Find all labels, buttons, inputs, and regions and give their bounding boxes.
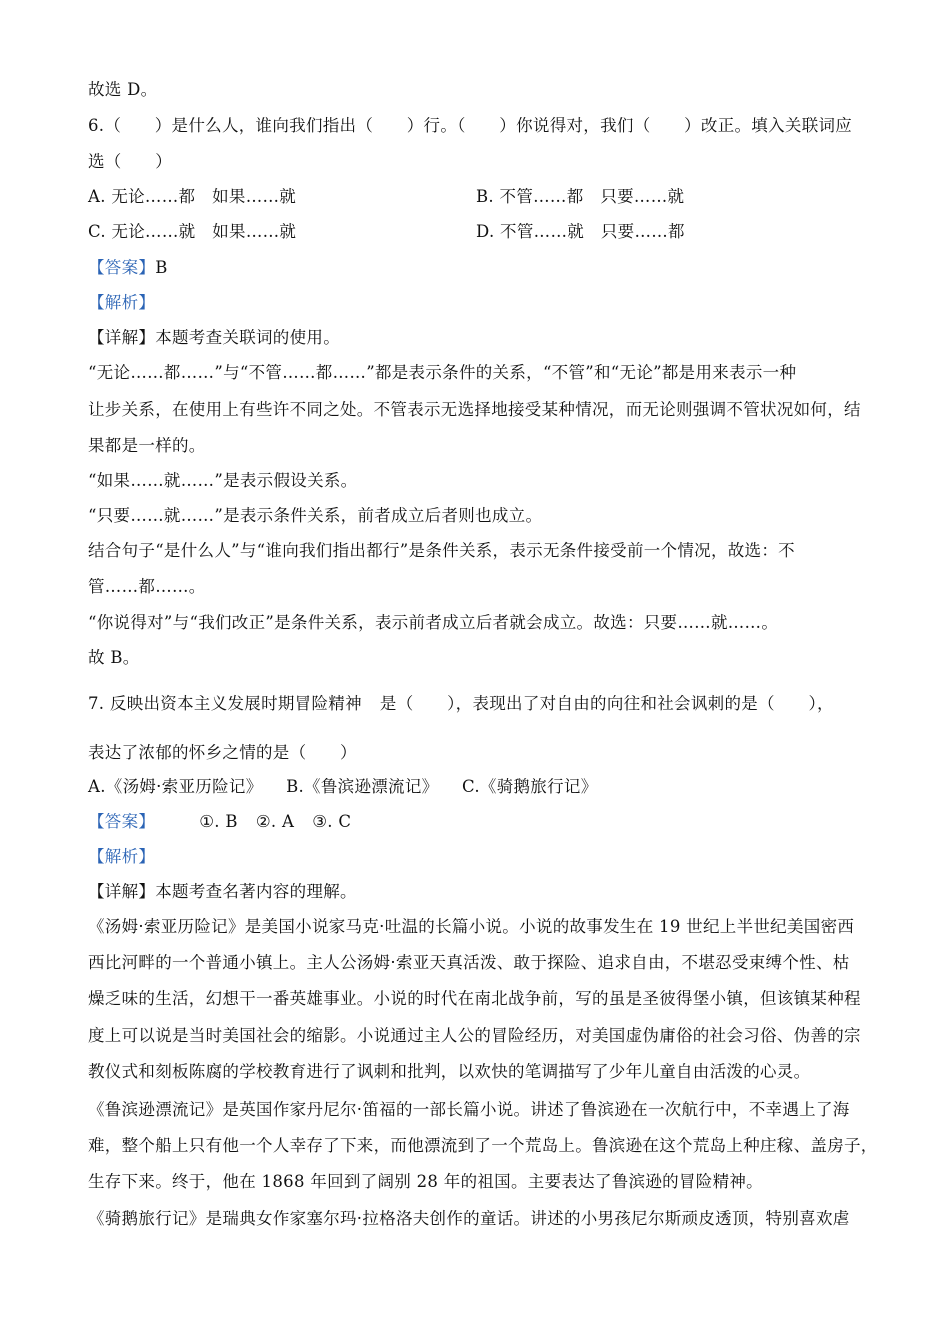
detail-tag: 【详解】 (88, 328, 156, 347)
q6-explanation-line: “只要……就……”是表示条件关系，前者成立后者则也成立。 (88, 506, 543, 525)
q6-stem-line1: 6.（ ）是什么人，谁向我们指出（ ）行。（ ）你说得对，我们（ ）改正。填入关联词应 (88, 116, 853, 135)
option-label: A. (88, 777, 106, 796)
detail-tag: 【详解】 (88, 882, 156, 901)
q7-analysis-tag: 【解析】 (88, 847, 156, 866)
option-label: B. (476, 187, 494, 206)
q6-explanation-line: “如果……就……”是表示假设关系。 (88, 471, 358, 490)
q6-explanation-line: 让步关系，在使用上有些许不同之处。不管表示无选择地接受某种情况，而无论则强调不管状况如何，结 (88, 400, 861, 419)
q7-stem-part-b: 是（ ），表现出了对自由的向往和社会讽刺的是（ ）， (379, 694, 834, 713)
q7-paragraph-line: 难，整个船上只有他一个人幸存了下来，而他漂流到了一个荒岛上。鲁滨逊在这个荒岛上种庄稼、盖房子， (88, 1136, 878, 1155)
answer-tag: 【答案】 (88, 258, 156, 277)
q7-paragraph-line: 西比河畔的一个普通小镇上。主人公汤姆·索亚天真活泼、敢于探险、追求自由，不堪忍受束缚个性、枯 (88, 953, 850, 972)
q6-explanation-line: 管……都……。 (88, 577, 206, 596)
q6-option-b (476, 183, 684, 207)
q7-options (88, 773, 598, 797)
option-text: 《鲁滨逊漂流记》 (304, 777, 439, 796)
answer-tag: 【答案】 (88, 812, 156, 831)
answer-value: ③. C (312, 812, 352, 831)
option-label: D. (476, 222, 495, 241)
option-label: B. (286, 777, 305, 796)
q6-answer (88, 254, 168, 278)
option-text: 不管……就 只要……都 (500, 222, 685, 241)
q6-explanation-line: 故 B。 (88, 648, 140, 667)
option-text: 无论……就 如果……就 (111, 222, 297, 241)
q6-option-d (476, 218, 685, 242)
q7-stem-line1 (88, 690, 834, 714)
q6-explanation-line: “你说得对”与“我们改正”是条件关系，表示前者成立后者就会成立。故选：只要……就……。 (88, 613, 779, 632)
q7-paragraph-line: 教仪式和刻板陈腐的学校教育进行了讽刺和批判，以欢快的笔调描写了少年儿童自由活泼的心灵。 (88, 1062, 811, 1081)
q7-paragraph-line: 度上可以说是当时美国社会的缩影。小说通过主人公的冒险经历，对美国虚伪庸俗的社会习俗、伪善的宗 (88, 1026, 861, 1045)
option-text: 不管……都 只要……就 (499, 187, 685, 206)
q6-explanation-line: “无论……都……”与“不管……都……”都是表示条件的关系，“不管”和“无论”都是用来表示一种 (88, 363, 797, 382)
detail-intro: 本题考查关联词的使用。 (155, 328, 341, 347)
q6-explanation-line: 结合句子“是什么人”与“谁向我们指出都行”是条件关系，表示无条件接受前一个情况，故选：不 (88, 541, 795, 560)
q5-conclusion: 故选 D。 (88, 80, 158, 99)
option-label: C. (88, 222, 106, 241)
q7-stem-part-a: 7. 反映出资本主义发展时期冒险精神 (88, 694, 362, 713)
q7-paragraph-line: 《鲁滨逊漂流记》是英国作家丹尼尔·笛福的一部长篇小说。讲述了鲁滨逊在一次航行中，不幸遇上了海 (88, 1100, 850, 1119)
option-text: 无论……都 如果……就 (111, 187, 297, 206)
q7-paragraph-line: 燥乏味的生活，幻想干一番英雄事业。小说的时代在南北战争前，写的虽是圣彼得堡小镇，但该镇某种程 (88, 989, 861, 1008)
q6-stem-line2: 选（ ） (88, 152, 172, 171)
option-label: A. (88, 187, 106, 206)
q7-stem-line2: 表达了浓郁的怀乡之情的是（ ） (88, 743, 357, 762)
q7-answer (88, 808, 351, 832)
answer-value: B (155, 258, 168, 277)
q7-paragraph-line: 生存下来。终于，他在 1868 年回到了阔别 28 年的祖国。主要表达了鲁滨逊的冒险精神。 (88, 1172, 763, 1191)
detail-intro: 本题考查名著内容的理解。 (155, 882, 357, 901)
q7-paragraph-line: 《骑鹅旅行记》是瑞典女作家塞尔玛·拉格洛夫创作的童话。讲述的小男孩尼尔斯顽皮透顶，特别喜欢虐 (88, 1209, 850, 1228)
q6-detail (88, 324, 340, 348)
option-text: 《骑鹅旅行记》 (479, 777, 598, 796)
q7-detail (88, 878, 357, 902)
answer-value: ②. A (255, 812, 295, 831)
q6-option-a (88, 183, 296, 207)
option-label: C. (462, 777, 480, 796)
answer-value: ①. B (199, 812, 238, 831)
q7-paragraph-line: 《汤姆·索亚历险记》是美国小说家马克·吐温的长篇小说。小说的故事发生在 19 世纪上半世纪美国密西 (88, 917, 855, 936)
q6-analysis-tag: 【解析】 (88, 293, 156, 312)
q6-option-c (88, 218, 296, 242)
option-text: 《汤姆·索亚历险记》 (105, 777, 263, 796)
q6-explanation-line: 果都是一样的。 (88, 436, 206, 455)
